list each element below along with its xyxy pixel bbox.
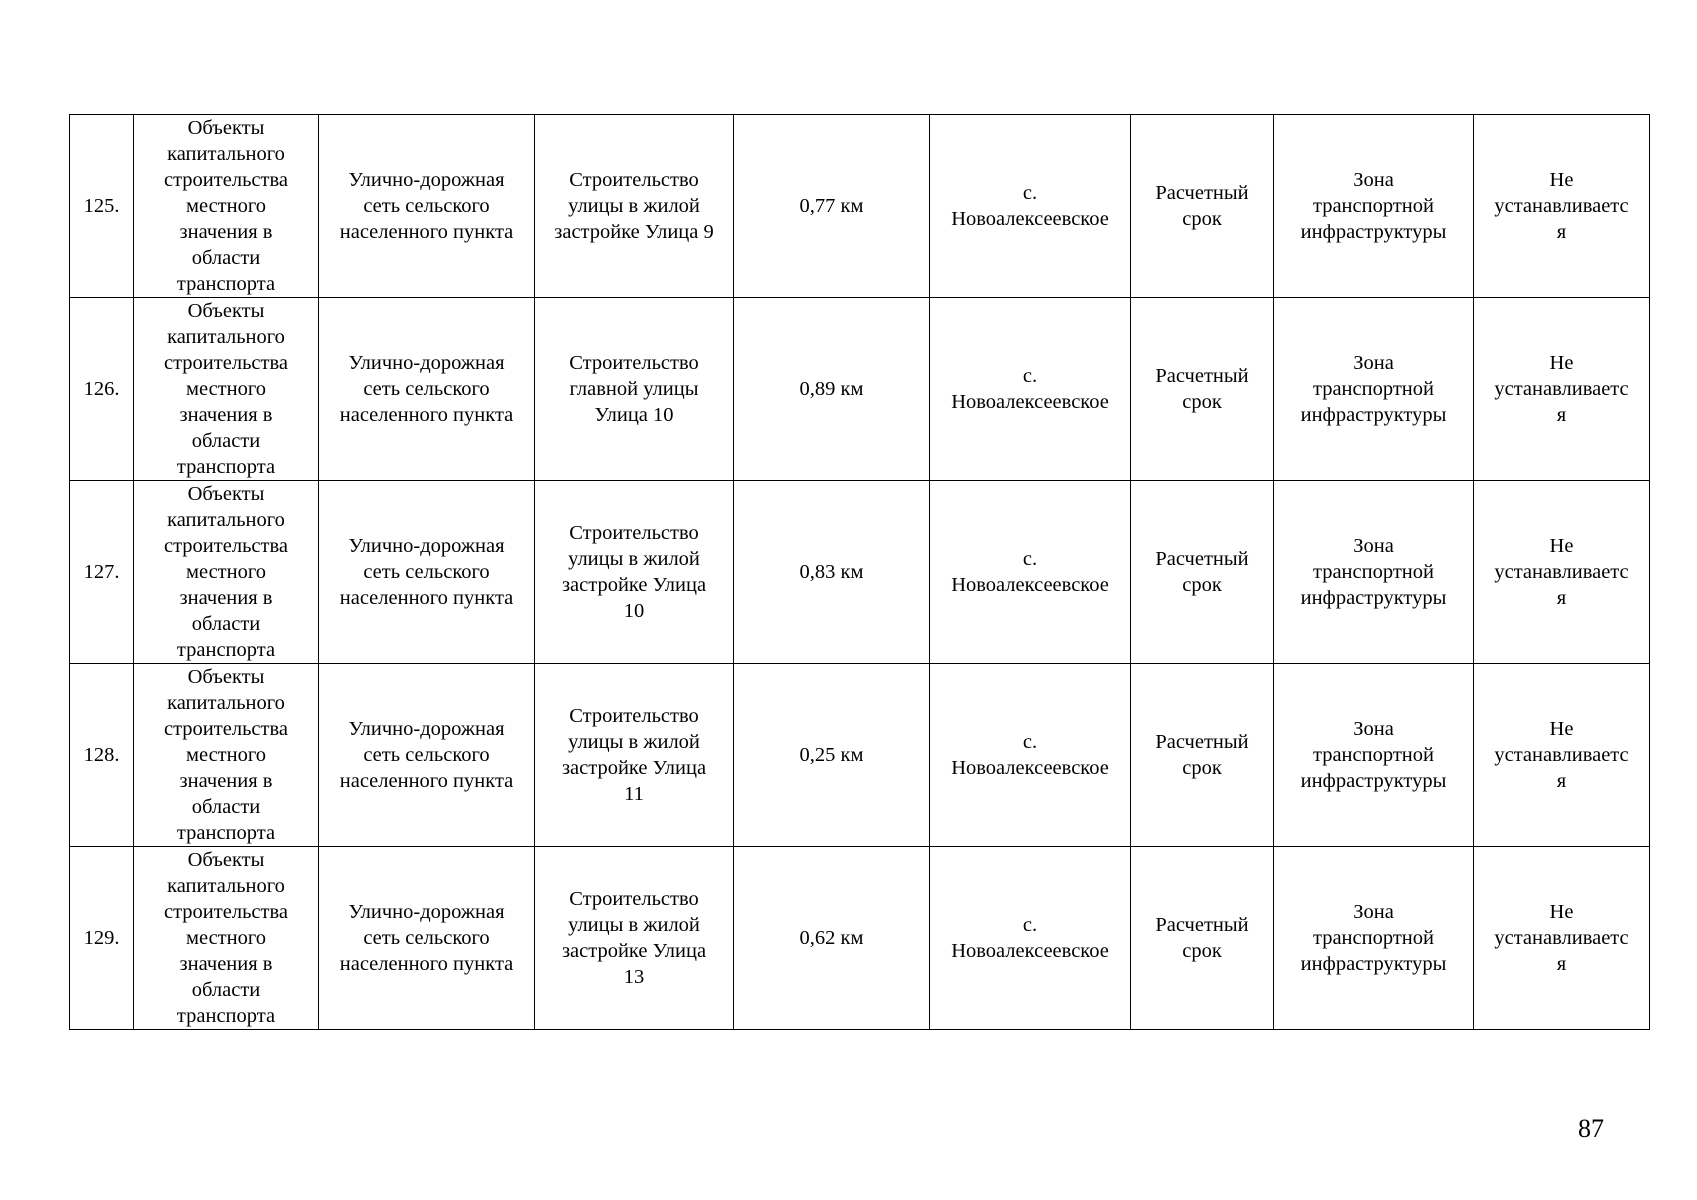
functional-zone: Зона транспортной инфраструктуры	[1274, 847, 1474, 1030]
row-number: 128.	[70, 664, 134, 847]
functional-zone: Зона транспортной инфраструктуры	[1274, 298, 1474, 481]
implementation-term: Расчетный срок	[1131, 847, 1274, 1030]
object-name: Строительство улицы в жилой застройке Улица 13	[535, 847, 734, 1030]
row-number: 126.	[70, 298, 134, 481]
implementation-term: Расчетный срок	[1131, 298, 1274, 481]
functional-zone: Зона транспортной инфраструктуры	[1274, 664, 1474, 847]
object-length: 0,25 км	[734, 664, 930, 847]
object-category: Объекты капитального строительства местного значения в области транспорта	[134, 481, 319, 664]
object-type: Улично-дорожная сеть сельского населенного пункта	[319, 115, 535, 298]
zone-restriction: Не устанавливаетс я	[1474, 115, 1650, 298]
object-location: с. Новоалексеевское	[930, 847, 1131, 1030]
table-row	[70, 664, 1650, 847]
object-type: Улично-дорожная сеть сельского населенного пункта	[319, 298, 535, 481]
table-row	[70, 298, 1650, 481]
implementation-term: Расчетный срок	[1131, 115, 1274, 298]
functional-zone: Зона транспортной инфраструктуры	[1274, 481, 1474, 664]
object-length: 0,62 км	[734, 847, 930, 1030]
row-number: 127.	[70, 481, 134, 664]
page-number: 87	[1578, 1114, 1604, 1143]
object-category: Объекты капитального строительства местного значения в области транспорта	[134, 847, 319, 1030]
object-name: Строительство главной улицы Улица 10	[535, 298, 734, 481]
implementation-term: Расчетный срок	[1131, 664, 1274, 847]
implementation-term: Расчетный срок	[1131, 481, 1274, 664]
object-type: Улично-дорожная сеть сельского населенного пункта	[319, 481, 535, 664]
object-location: с. Новоалексеевское	[930, 664, 1131, 847]
object-name: Строительство улицы в жилой застройке Улица 10	[535, 481, 734, 664]
zone-restriction: Не устанавливаетс я	[1474, 481, 1650, 664]
object-type: Улично-дорожная сеть сельского населенного пункта	[319, 664, 535, 847]
object-location: с. Новоалексеевское	[930, 481, 1131, 664]
object-category: Объекты капитального строительства местного значения в области транспорта	[134, 298, 319, 481]
objects-table	[69, 114, 1650, 1030]
table-row	[70, 481, 1650, 664]
zone-restriction: Не устанавливаетс я	[1474, 664, 1650, 847]
object-name: Строительство улицы в жилой застройке Улица 11	[535, 664, 734, 847]
object-length: 0,77 км	[734, 115, 930, 298]
table-row	[70, 115, 1650, 298]
zone-restriction: Не устанавливаетс я	[1474, 847, 1650, 1030]
table-row	[70, 847, 1650, 1030]
object-category: Объекты капитального строительства местного значения в области транспорта	[134, 115, 319, 298]
object-location: с. Новоалексеевское	[930, 115, 1131, 298]
row-number: 125.	[70, 115, 134, 298]
zone-restriction: Не устанавливаетс я	[1474, 298, 1650, 481]
object-category: Объекты капитального строительства местного значения в области транспорта	[134, 664, 319, 847]
row-number: 129.	[70, 847, 134, 1030]
object-name: Строительство улицы в жилой застройке Улица 9	[535, 115, 734, 298]
object-location: с. Новоалексеевское	[930, 298, 1131, 481]
object-length: 0,83 км	[734, 481, 930, 664]
object-length: 0,89 км	[734, 298, 930, 481]
functional-zone: Зона транспортной инфраструктуры	[1274, 115, 1474, 298]
object-type: Улично-дорожная сеть сельского населенного пункта	[319, 847, 535, 1030]
